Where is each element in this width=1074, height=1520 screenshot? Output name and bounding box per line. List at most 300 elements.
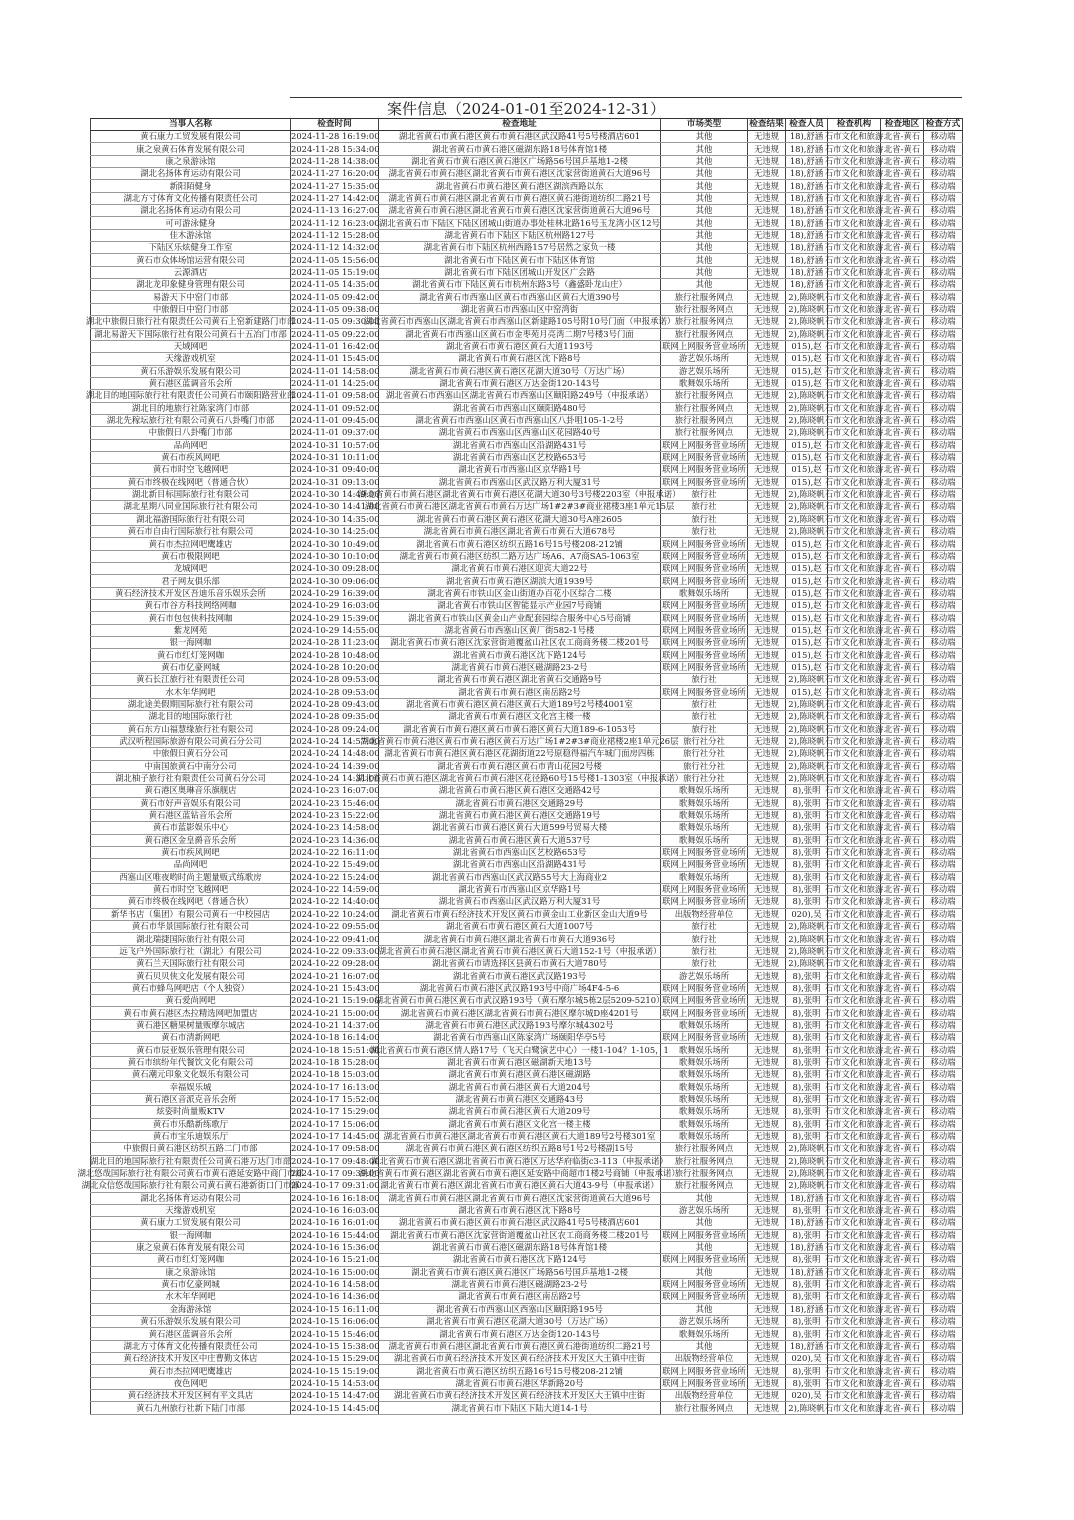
- cell-check-time: 2024-10-29 14:55:00: [291, 624, 380, 635]
- table-row[interactable]: [91, 859, 963, 871]
- table-row[interactable]: [91, 1303, 963, 1315]
- cell-check-result: 无违规: [748, 242, 786, 254]
- table-row[interactable]: [91, 1241, 963, 1253]
- table-row[interactable]: [91, 612, 963, 624]
- cell-party-name: 黄石贝贝侠文化发展有限公司: [91, 970, 291, 982]
- cell-inspector: 015),赵: [786, 377, 828, 389]
- table-row[interactable]: [91, 908, 963, 920]
- cell-check-result: 无违规: [748, 155, 786, 167]
- cell-check-result: 无违规: [748, 1340, 786, 1352]
- cell-check-region: 北省-黄石: [881, 1291, 924, 1303]
- table-row[interactable]: [91, 1340, 963, 1352]
- table-row[interactable]: [91, 1069, 963, 1081]
- table-row[interactable]: [91, 501, 963, 513]
- table-row[interactable]: [91, 1056, 963, 1068]
- cell-check-time: 2024-10-29 16:03:00: [291, 600, 380, 611]
- table-row[interactable]: [91, 1254, 963, 1266]
- cell-party-name: 黄石港区蓝调音乐会所: [91, 1328, 291, 1340]
- table-row[interactable]: [91, 1081, 963, 1093]
- table-row[interactable]: [91, 723, 963, 735]
- cell-check-result: 无违规: [748, 772, 786, 784]
- table-row[interactable]: [91, 1229, 963, 1241]
- cell-check-method: 移动端: [924, 723, 963, 735]
- table-row[interactable]: [91, 822, 963, 834]
- table-row[interactable]: [91, 180, 963, 192]
- table-row[interactable]: [91, 575, 963, 587]
- cell-check-result: 无违规: [748, 1056, 786, 1068]
- cell-inspector: 8),张明: [786, 797, 828, 809]
- cell-market-type: 歌舞娱乐场所: [661, 1106, 748, 1118]
- cell-check-time: 2024-10-30 14:41:00: [291, 501, 380, 512]
- cell-inspector: 2),陈晓帆: [786, 1143, 828, 1155]
- cell-check-org: 石市文化和旅游: [824, 970, 884, 981]
- table-row[interactable]: [91, 1217, 963, 1229]
- table-row[interactable]: [91, 1106, 963, 1118]
- header-check-address[interactable]: 检查地址: [379, 119, 661, 131]
- cell-check-address: 湖北省黄石市黄石港区湖北省黄石市黄石港区摩尔城D座4201号: [379, 1007, 661, 1019]
- cell-check-org: 石市文化和旅游: [824, 242, 884, 253]
- table-row[interactable]: [91, 390, 963, 402]
- cell-check-region: 北省-黄石: [881, 933, 924, 945]
- cell-check-time: 2024-10-17 16:13:00: [291, 1081, 380, 1092]
- cell-check-address: 湖北省黄石市黄石港区湖北省黄石市黄石港区沈家营街道黄石大道96号: [379, 168, 661, 180]
- cell-check-address: 湖北省黄石市黄石港区华新路20号: [379, 1377, 661, 1389]
- cell-party-name: 黄石长江旅行社有限责任公司: [91, 674, 291, 686]
- cell-check-org: 石市文化和旅游: [824, 378, 884, 389]
- table-row[interactable]: [91, 785, 963, 797]
- cell-check-region: 北省-黄石: [881, 328, 924, 340]
- table-row[interactable]: [91, 995, 963, 1007]
- table-row[interactable]: [91, 1402, 963, 1414]
- cell-check-time: 2024-10-24 14:39:00: [291, 760, 380, 771]
- table-row[interactable]: [91, 229, 963, 241]
- cell-check-result: 无违规: [748, 279, 786, 291]
- cell-inspector: 2),陈晓帆: [786, 698, 828, 710]
- table-row[interactable]: [91, 513, 963, 525]
- table-row[interactable]: [91, 168, 963, 180]
- table-row[interactable]: [91, 760, 963, 772]
- table-row[interactable]: [91, 1093, 963, 1105]
- cell-market-type: 歌舞娱乐场所: [661, 1044, 748, 1056]
- cell-check-result: 无违规: [748, 908, 786, 920]
- cell-check-time: 2024-10-30 09:28:00: [291, 563, 380, 574]
- table-row[interactable]: [91, 809, 963, 821]
- cell-inspector: 2),陈晓帆: [786, 1402, 828, 1414]
- cell-market-type: 歌舞娱乐场所: [661, 1130, 748, 1142]
- cell-market-type: 旅行社服务网点: [661, 291, 748, 303]
- cell-check-result: 无违规: [748, 1106, 786, 1118]
- table-row[interactable]: [91, 427, 963, 439]
- cell-check-method: 移动端: [924, 205, 963, 217]
- cell-check-region: 北省-黄石: [881, 760, 924, 772]
- cell-check-method: 移动端: [924, 982, 963, 994]
- cell-check-time: 2024-10-17 09:31:00: [291, 1180, 380, 1191]
- table-row[interactable]: [91, 377, 963, 389]
- cell-check-address: 湖北省黄石市黄石港区黄石港区花湖大道30号（万达广场）: [379, 365, 661, 377]
- table-row[interactable]: [91, 748, 963, 760]
- table-row[interactable]: [91, 958, 963, 970]
- table-row[interactable]: [91, 1118, 963, 1130]
- table-row[interactable]: [91, 526, 963, 538]
- table-row[interactable]: [91, 896, 963, 908]
- cell-check-result: 无违规: [748, 180, 786, 192]
- cell-check-address: 湖北省黄石市黄石港区黄石港区纺织五路8号1号2号楼副15号: [379, 1143, 661, 1155]
- cell-check-org: 石市文化和旅游: [824, 797, 884, 808]
- table-row[interactable]: [91, 402, 963, 414]
- cell-party-name: 炫姿时尚量贩KTV: [91, 1106, 291, 1118]
- cell-party-name: 黄石经济技术开发区吾迪乐音乐娱乐会所: [91, 587, 291, 599]
- cell-check-method: 移动端: [924, 513, 963, 525]
- cell-inspector: 8),张明: [786, 846, 828, 858]
- cell-check-method: 移动端: [924, 242, 963, 254]
- table-row[interactable]: [91, 1130, 963, 1142]
- cell-check-address: 湖北省黄石市铁山区黄金山产业配套园综合服务中心5号商铺: [379, 612, 661, 624]
- cell-party-name: 中旅假日黄石港区纺织五路二门市部: [91, 1143, 291, 1155]
- table-row[interactable]: [91, 1390, 963, 1402]
- table-row[interactable]: [91, 624, 963, 636]
- cell-check-time: 2024-10-31 10:11:00: [291, 452, 380, 463]
- cell-market-type: 联网上网服务营业场所: [662, 1254, 746, 1265]
- cell-check-result: 无违规: [748, 958, 786, 970]
- table-row[interactable]: [91, 414, 963, 426]
- cell-check-method: 移动端: [924, 1180, 963, 1192]
- cell-check-method: 移动端: [924, 748, 963, 760]
- table-row[interactable]: [91, 637, 963, 649]
- table-row[interactable]: [91, 587, 963, 599]
- header-inspector[interactable]: 检查人员: [786, 119, 828, 131]
- table-row[interactable]: [91, 711, 963, 723]
- cell-check-region: 北省-黄石: [881, 698, 924, 710]
- cell-inspector: 8),张明: [786, 1328, 828, 1340]
- cell-market-type: 联网上网服务营业场所: [662, 612, 746, 623]
- cell-check-method: 移动端: [924, 1032, 963, 1044]
- cell-market-type: 歌舞娱乐场所: [661, 834, 748, 846]
- table-row[interactable]: [91, 254, 963, 266]
- cell-check-org: 石市文化和旅游: [824, 748, 884, 759]
- cell-check-region: 北省-黄石: [881, 279, 924, 291]
- cell-check-region: 北省-黄石: [881, 1328, 924, 1340]
- table-row[interactable]: [91, 686, 963, 698]
- cell-check-result: 无违规: [748, 1118, 786, 1130]
- table-row[interactable]: [91, 488, 963, 500]
- cell-check-address: 湖北省黄石市黄石港区沈下路8号: [379, 1204, 661, 1216]
- cell-market-type: 其他: [661, 1192, 748, 1204]
- table-row[interactable]: [91, 970, 963, 982]
- cell-inspector: 015),赵: [786, 612, 828, 624]
- table-row[interactable]: [91, 439, 963, 451]
- cell-check-method: 移动端: [924, 353, 963, 365]
- cell-inspector: 2),陈晓帆: [786, 414, 828, 426]
- cell-check-region: 北省-黄石: [881, 538, 924, 550]
- cell-check-result: 无违规: [748, 1155, 786, 1167]
- cell-check-region: 北省-黄石: [881, 970, 924, 982]
- cell-inspector: 2),陈晓帆: [786, 328, 828, 340]
- cell-check-region: 北省-黄石: [881, 1229, 924, 1241]
- header-check-org[interactable]: 检查机构: [828, 119, 881, 131]
- cell-check-method: 移动端: [924, 674, 963, 686]
- cell-check-address: 湖北省黄石市黄石港区文化宫主楼一楼: [379, 711, 661, 723]
- cell-check-time: 2024-10-28 09:53:00: [291, 674, 380, 685]
- header-party-name[interactable]: 当事人名称: [91, 119, 291, 131]
- cell-check-region: 北省-黄石: [881, 205, 924, 217]
- cell-check-result: 无违规: [748, 427, 786, 439]
- cell-check-time: 2024-10-22 16:11:00: [291, 847, 380, 858]
- cell-check-org: 石市文化和旅游: [824, 600, 884, 611]
- table-row[interactable]: [91, 143, 963, 155]
- cell-check-result: 无违规: [748, 1167, 786, 1179]
- cell-market-type: 其他: [661, 131, 748, 143]
- table-row[interactable]: [91, 538, 963, 550]
- table-row[interactable]: [91, 1007, 963, 1019]
- table-row[interactable]: [91, 1278, 963, 1290]
- cell-check-region: 北省-黄石: [881, 488, 924, 500]
- table-row[interactable]: [91, 1044, 963, 1056]
- table-row[interactable]: [91, 735, 963, 747]
- header-check-result[interactable]: 检查结果: [749, 119, 784, 129]
- cell-market-type: 旅行社服务网点: [661, 1155, 748, 1167]
- cell-check-method: 移动端: [924, 661, 963, 673]
- table-row[interactable]: [91, 649, 963, 661]
- cell-check-org: 石市文化和旅游: [824, 1143, 884, 1154]
- cell-market-type: 其他: [661, 242, 748, 254]
- cell-market-type: 联网上网服务营业场所: [662, 464, 746, 475]
- cell-check-org: 石市文化和旅游: [824, 1242, 884, 1253]
- cell-inspector: 18),舒涵: [786, 1192, 828, 1204]
- cell-market-type: 歌舞娱乐场所: [661, 587, 748, 599]
- table-row[interactable]: [91, 464, 963, 476]
- cell-check-address: 湖北省黄石市黄石港区武汉路193号摩尔城4302号: [379, 1019, 661, 1031]
- table-row[interactable]: [91, 921, 963, 933]
- cell-inspector: 18),舒涵: [786, 1266, 828, 1278]
- header-check-time[interactable]: 检查时间: [291, 119, 379, 131]
- cell-check-region: 北省-黄石: [881, 180, 924, 192]
- cell-check-method: 移动端: [924, 995, 963, 1007]
- cell-inspector: 18),舒涵: [786, 155, 828, 167]
- cell-check-time: 2024-10-24 14:48:00: [291, 748, 380, 759]
- cell-party-name: 黄石港区蓝调音乐会所: [91, 377, 291, 389]
- table-row[interactable]: [91, 353, 963, 365]
- cell-inspector: 015),赵: [786, 575, 828, 587]
- cell-market-type: 联网上网服务营业场所: [662, 1365, 746, 1376]
- cell-check-address: 湖北省黄石市黄石港区交通路43号: [379, 1093, 661, 1105]
- cell-check-method: 移动端: [924, 501, 963, 513]
- cell-market-type: 联网上网服务营业场所: [662, 1279, 746, 1290]
- cell-check-org: 石市文化和旅游: [824, 155, 884, 166]
- table-row[interactable]: [91, 982, 963, 994]
- table-row[interactable]: [91, 242, 963, 254]
- table-row[interactable]: [91, 217, 963, 229]
- table-row[interactable]: [91, 1365, 963, 1377]
- table-row[interactable]: [91, 1353, 963, 1365]
- cell-check-time: 2024-11-05 09:30:00: [291, 316, 380, 327]
- cell-check-address: 湖北省黄石市西塞山区颐阳路480号: [379, 402, 661, 414]
- table-row[interactable]: [91, 131, 963, 143]
- cell-market-type: 出版物经营单位: [661, 908, 748, 920]
- cell-check-org: 石市文化和旅游: [824, 1353, 884, 1364]
- table-row[interactable]: [91, 1019, 963, 1031]
- table-row[interactable]: [91, 1180, 963, 1192]
- cell-party-name: 天域网吧: [91, 340, 291, 352]
- cell-check-result: 无违规: [748, 587, 786, 599]
- table-row[interactable]: [91, 205, 963, 217]
- header-check-method[interactable]: 检查方式: [924, 119, 963, 131]
- cell-party-name: 下陆区乐炫健身工作室: [91, 242, 291, 254]
- cell-check-time: 2024-11-27 14:42:00: [291, 192, 380, 203]
- cell-check-result: 无违规: [748, 748, 786, 760]
- cell-inspector: 2),陈晓帆: [786, 501, 828, 513]
- table-row[interactable]: [91, 797, 963, 809]
- table-row[interactable]: [91, 316, 963, 328]
- cell-check-time: 2024-10-18 15:28:00: [291, 1056, 380, 1067]
- cell-inspector: 18),舒涵: [786, 180, 828, 192]
- cell-check-org: 石市文化和旅游: [824, 1032, 884, 1043]
- cell-check-org: 石市文化和旅游: [824, 1340, 884, 1351]
- cell-inspector: 015),赵: [786, 476, 828, 488]
- table-row[interactable]: [91, 945, 963, 957]
- table-row[interactable]: [91, 340, 963, 352]
- cell-check-time: 2024-11-05 09:22:00: [291, 328, 380, 339]
- table-row[interactable]: [91, 328, 963, 340]
- cell-market-type: 旅行社服务网点: [661, 1143, 748, 1155]
- table-row[interactable]: [91, 698, 963, 710]
- cell-check-address: 湖北省黄石市黄石港区湖北省黄石市黄石港区万达华府临街c3-113（申报承诺）: [371, 1155, 668, 1166]
- table-row[interactable]: [91, 1032, 963, 1044]
- cell-check-time: 2024-11-01 15:45:00: [291, 353, 380, 364]
- table-row[interactable]: [91, 1192, 963, 1204]
- sheet-title-text: 案件信息（2024-01-01至2024-12-31）: [387, 100, 665, 118]
- cell-inspector: 18),舒涵: [786, 266, 828, 278]
- cell-check-result: 无违规: [748, 1402, 786, 1414]
- cell-inspector: 8),张明: [786, 785, 828, 797]
- cell-party-name: 紫龙网苑: [91, 624, 291, 636]
- cell-check-time: 2024-10-16 15:00:00: [291, 1266, 380, 1277]
- table-row[interactable]: [91, 600, 963, 612]
- cell-check-address: 湖北省黄石市西塞山区西塞山区花园路40号: [379, 427, 661, 439]
- cell-market-type: 联网上网服务营业场所: [662, 452, 746, 463]
- cell-inspector: 18),舒涵: [786, 242, 828, 254]
- table-row[interactable]: [91, 303, 963, 315]
- cell-check-method: 移动端: [924, 390, 963, 402]
- table-row[interactable]: [91, 834, 963, 846]
- table-row[interactable]: [91, 192, 963, 204]
- cell-check-method: 移动端: [924, 217, 963, 229]
- cell-check-address: 湖北省黄石市西塞山区京华路1号: [379, 883, 661, 895]
- cell-check-region: 北省-黄石: [881, 1130, 924, 1142]
- header-market-type[interactable]: 市场类型: [661, 119, 748, 131]
- cell-market-type: 联网上网服务营业场所: [662, 1377, 746, 1388]
- cell-market-type: 联网上网服务营业场所: [662, 538, 746, 549]
- cell-market-type: 旅行社服务网点: [661, 1402, 748, 1414]
- cell-inspector: 2),陈晓帆: [786, 735, 828, 747]
- cell-check-address: 湖北省黄石市黄石港区沈家营街道覆盆山社区农工商商务楼二楼201号: [379, 637, 661, 649]
- table-row[interactable]: [91, 772, 963, 784]
- table-row[interactable]: [91, 291, 963, 303]
- table-row[interactable]: [91, 155, 963, 167]
- cell-inspector: 8),张明: [786, 1081, 828, 1093]
- table-row[interactable]: [91, 563, 963, 575]
- table-row[interactable]: [91, 550, 963, 562]
- cell-party-name: 中旅假日八卦嘴门市部: [91, 427, 291, 439]
- cell-check-result: 无违规: [748, 735, 786, 747]
- table-row[interactable]: [91, 451, 963, 463]
- cell-check-region: 北省-黄石: [881, 1278, 924, 1290]
- cell-party-name: 湖北易游天下国际旅行社有限公司黄石十五冶门市部: [91, 328, 291, 340]
- table-row[interactable]: [91, 1204, 963, 1216]
- cell-check-address: 湖北省黄石市黄石港区纺织五路16号15号楼208-212铺: [379, 1365, 661, 1377]
- cell-inspector: 18),舒涵: [786, 143, 828, 155]
- cell-check-org: 石市文化和旅游: [824, 785, 884, 796]
- table-row[interactable]: [91, 933, 963, 945]
- cell-check-result: 无违规: [748, 1019, 786, 1031]
- cell-check-time: 2024-11-05 14:35:00: [291, 279, 380, 290]
- table-row[interactable]: [91, 674, 963, 686]
- table-row[interactable]: [91, 1316, 963, 1328]
- table-row[interactable]: [91, 1167, 963, 1179]
- table-row[interactable]: [91, 279, 963, 291]
- cell-check-address: 湖北省黄石市黄石港区纺织二路万达广场A6、A7商SA5-1063室: [379, 550, 661, 562]
- cell-check-address: 湖北省黄石市黄石港区黄石市青山花园2号楼: [379, 760, 661, 772]
- table-row[interactable]: [91, 846, 963, 858]
- cell-market-type: 旅行社: [661, 698, 748, 710]
- table-row[interactable]: [91, 476, 963, 488]
- cell-market-type: 旅行社服务网点: [661, 402, 748, 414]
- case-table: [77, 118, 963, 1415]
- cell-check-time: 2024-10-23 16:07:00: [291, 785, 380, 796]
- cell-check-address: 湖北省黄石市西塞山区黄石市西塞山区黄石大道390号: [379, 291, 661, 303]
- cell-check-org: 石市文化和旅游: [824, 390, 884, 401]
- cell-check-result: 无违规: [748, 501, 786, 513]
- cell-inspector: 2),陈晓帆: [786, 958, 828, 970]
- cell-check-org: 石市文化和旅游: [824, 773, 884, 784]
- cell-check-result: 无违规: [748, 1130, 786, 1142]
- cell-check-region: 北省-黄石: [881, 723, 924, 735]
- table-row[interactable]: [91, 1155, 963, 1167]
- cell-party-name: 新华书店（集团）有限公司黄石一中校园店: [91, 908, 291, 920]
- cell-check-time: 2024-10-17 15:29:00: [291, 1106, 380, 1117]
- cell-check-org: 石市文化和旅游: [824, 1192, 884, 1203]
- header-check-region[interactable]: 检查地区: [881, 119, 924, 131]
- table-row[interactable]: [91, 1266, 963, 1278]
- cell-check-region: 北省-黄石: [881, 1340, 924, 1352]
- cell-party-name: 黄石港区糖果树量贩摩尔城店: [91, 1019, 291, 1031]
- table-row[interactable]: [91, 1377, 963, 1389]
- cell-party-name: 湖北方寸体育文化传播有限责任公司: [91, 192, 291, 204]
- table-row[interactable]: [91, 365, 963, 377]
- cell-check-org: 石市文化和旅游: [824, 1365, 884, 1376]
- cell-party-name: 西塞山区唯夜哟时尚主题量贩式练歌房: [91, 871, 291, 883]
- table-row[interactable]: [91, 661, 963, 673]
- cell-check-org: 石市文化和旅游: [824, 736, 884, 747]
- cell-check-address: 湖北省黄石市黄石港区湖北省黄石市黄石港区黄石大道152-1号（申报承诺）: [377, 945, 662, 956]
- cell-check-address: 湖北省黄石市西塞山区湖北省黄石市西塞山区颐阳路249号（申报承诺）: [379, 390, 661, 402]
- cell-check-result: 无违规: [748, 822, 786, 834]
- table-row[interactable]: [91, 1143, 963, 1155]
- table-row[interactable]: [91, 871, 963, 883]
- cell-check-time: 2024-11-01 09:52:00: [291, 402, 380, 413]
- table-row[interactable]: [91, 883, 963, 895]
- cell-market-type: 联网上网服务营业场所: [662, 637, 746, 648]
- cell-check-address: 湖北省黄石市黄石港区南岳路2号: [379, 686, 661, 698]
- cell-check-time: 2024-10-30 14:35:00: [291, 513, 380, 524]
- cell-market-type: 歌舞娱乐场所: [661, 809, 748, 821]
- cell-market-type: 联网上网服务营业场所: [662, 847, 746, 858]
- cell-check-org: 石市文化和旅游: [824, 674, 884, 685]
- table-row[interactable]: [91, 266, 963, 278]
- cell-check-result: 无违规: [748, 698, 786, 710]
- cell-check-address: 湖北省黄石市黄石港区湖北省黄石市黄石港区花径路60号15号楼1-1303室（申报承诺）: [355, 773, 684, 784]
- table-row[interactable]: [91, 1328, 963, 1340]
- table-row[interactable]: [91, 1291, 963, 1303]
